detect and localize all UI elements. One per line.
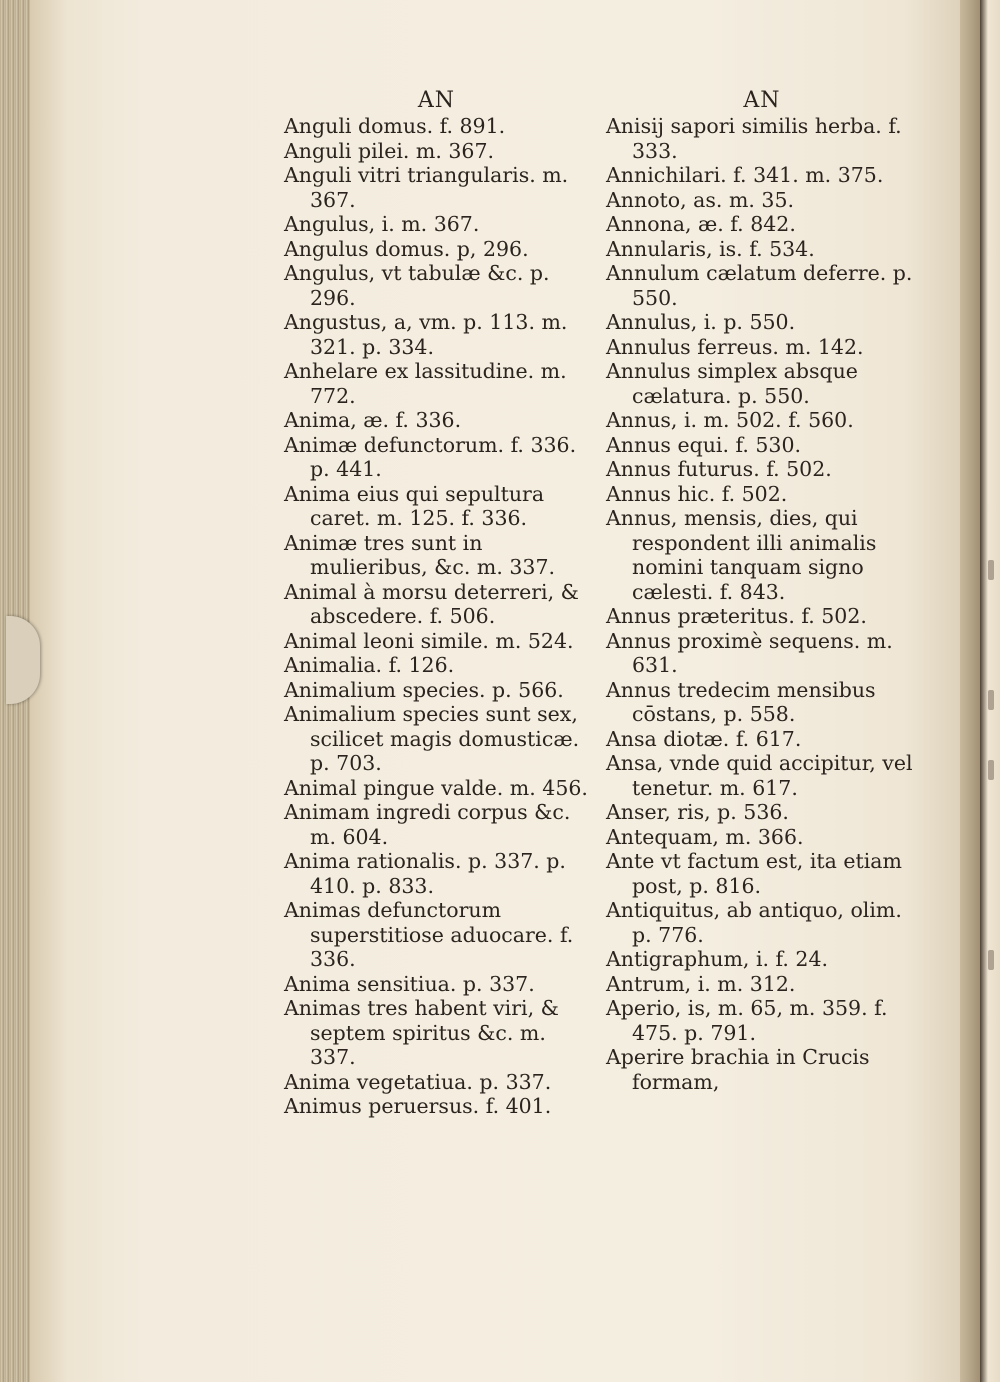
left-index-column <box>284 88 589 1119</box>
index-entry: Animæ tres sunt in mulieribus, &c. m. 337. <box>284 530 555 579</box>
index-entry: Anhelare ex lassitudine. m. 772. <box>284 359 567 408</box>
index-entry: Annularis, is. f. 534. <box>606 236 815 261</box>
index-entry: Annus proximè sequens. m. 631. <box>606 628 893 677</box>
index-entry: Animalia. f. 126. <box>284 653 455 677</box>
index-entry: Annus tredecim mensibus cōstans, p. 558. <box>606 677 876 726</box>
column-header: AN <box>743 88 781 113</box>
index-entry: Annulus simplex absque cælatura. p. 550. <box>606 359 858 408</box>
facing-page-mark <box>988 760 994 780</box>
index-entry: Angulus, i. m. 367. <box>284 212 480 236</box>
index-entry: Annus hic. f. 502. <box>606 481 788 506</box>
index-entry: Animus peruersus. f. 401. <box>284 1094 552 1118</box>
index-entry: Annichilari. f. 341. m. 375. <box>606 163 884 187</box>
column-header: AN <box>417 88 456 113</box>
index-entry: Annus equi. f. 530. <box>606 432 802 457</box>
index-entry: Antrum, i. m. 312. <box>606 971 796 996</box>
book-gutter <box>960 0 982 1382</box>
index-entry: Ansa, vnde quid accipitur, vel tenetur. m. 617. <box>606 751 913 800</box>
index-entry: Animal pingue valde. m. 456. <box>284 775 588 800</box>
index-entry: Anima eius qui sepultura caret. m. 125. f. 336. <box>284 481 545 530</box>
index-entry: Animæ defunctorum. f. 336. p. 441. <box>284 432 577 481</box>
facing-page-mark <box>988 690 994 710</box>
index-entry: Annoto, as. m. 35. <box>606 187 795 212</box>
facing-page-mark <box>988 560 994 580</box>
index-entry: Aperire brachia in Crucis formam, <box>606 1045 870 1094</box>
index-entry: Annus, mensis, dies, qui respondent illi animalis nomini tanquam signo cælesti. f. 843. <box>606 506 877 604</box>
index-entry: Animas defunctorum superstitiose aduocare. f. 336. <box>284 898 574 971</box>
index-entry: Antequam, m. 366. <box>606 824 804 849</box>
index-entry: Anisij sapori similis herba. f. 333. <box>606 114 902 163</box>
index-entry: Animam ingredi corpus &c. m. 604. <box>284 800 571 849</box>
index-entry: Angustus, a, vm. p. 113. m. 321. p. 334. <box>284 310 568 359</box>
index-entry: Annulus ferreus. m. 142. <box>606 334 864 359</box>
index-entry: Aperio, is, m. 65, m. 359. f. 475. p. 791. <box>606 996 888 1045</box>
index-entry: Annulus, i. p. 550. <box>606 310 796 334</box>
index-entry: Anima vegetatiua. p. 337. <box>284 1069 552 1094</box>
index-entry: Ansa diotæ. f. 617. <box>606 726 802 751</box>
index-entry: Annus præteritus. f. 502. <box>606 604 867 628</box>
index-entry: Anima sensitiua. p. 337. <box>284 971 535 996</box>
index-entry: Animas tres habent viri, & septem spiritus &c. m. 337. <box>284 996 559 1069</box>
facing-page-mark <box>988 950 994 970</box>
index-entry: Antigraphum, i. f. 24. <box>606 947 829 971</box>
index-entry: Angulus, vt tabulæ &c. p. 296. <box>284 261 550 310</box>
index-entry: Anguli vitri triangularis. m. 367. <box>284 163 569 212</box>
index-entry: Annus, i. m. 502. f. 560. <box>606 408 854 432</box>
index-entry: Angulus domus. p, 296. <box>284 236 529 261</box>
index-entry: Anima rationalis. p. 337. p. 410. p. 833. <box>284 849 566 898</box>
index-entry: Annulum cælatum deferre. p. 550. <box>606 261 913 310</box>
index-entry: Animal leoni simile. m. 524. <box>284 628 574 653</box>
index-entry: Anima, æ. f. 336. <box>284 408 462 432</box>
index-entry: Annus futurus. f. 502. <box>606 457 832 481</box>
index-entry: Annona, æ. f. 842. <box>606 212 796 236</box>
index-entry: Antiquitus, ab antiquo, olim. p. 776. <box>606 898 902 947</box>
index-entry: Animal à morsu deterreri, & abscedere. f. 506. <box>284 579 579 628</box>
index-entry: Anser, ris, p. 536. <box>606 800 789 824</box>
index-entry: Ante vt factum est, ita etiam post, p. 816. <box>606 849 902 898</box>
index-entry: Anguli domus. f. 891. <box>284 114 506 138</box>
index-entry: Animalium species sunt sex, scilicet magis domusticæ. p. 703. <box>284 702 580 775</box>
index-entry: Animalium species. p. 566. <box>284 677 564 702</box>
index-entry: Anguli pilei. m. 367. <box>284 138 495 163</box>
right-index-column <box>606 88 918 1094</box>
